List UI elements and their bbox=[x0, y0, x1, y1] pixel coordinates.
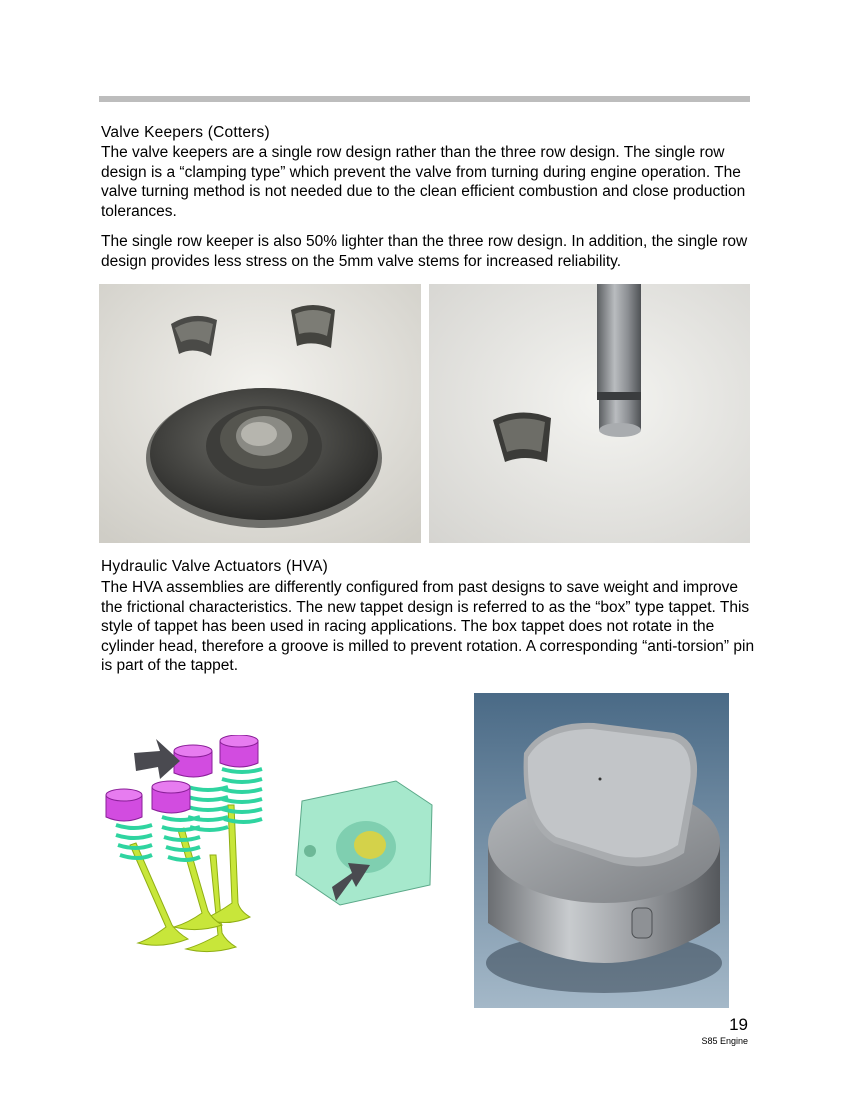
hva-paragraph: The HVA assemblies are differently configured from past designs to save weight and improve the frictional characteristics. The new tappet design is referred to as the “box” type tappet. This style of tappet has been used in racing applications. The box tappet does not rotate in the cylinder head, therefore a groove is milled to prevent rotation. A corresponding “anti-torsion” pin is part of the tappet. bbox=[101, 579, 755, 674]
header-rule bbox=[99, 96, 750, 102]
footer-label: S85 Engine bbox=[701, 1036, 748, 1046]
page-number: 19 bbox=[729, 1015, 748, 1034]
box-tappet-photo bbox=[474, 693, 729, 1008]
keepers-retainer-photo bbox=[99, 284, 421, 543]
hva-heading: Hydraulic Valve Actuators (HVA) bbox=[101, 558, 329, 575]
valve-stem-keeper-photo bbox=[429, 284, 750, 543]
hva-valve-assembly-illustration bbox=[100, 735, 440, 965]
valve-keepers-paragraph-2: The single row keeper is also 50% lighter than the three row design. In addition, the single row design provides less stress on the 5mm valve stems for increased reliability. bbox=[101, 233, 748, 270]
valve-keepers-paragraph-1: The valve keepers are a single row design rather than the three row design. The single row design is a “clamping type” which prevent the valve from turning during engine operation. The valve turning method is not needed due to the clean efficient combustion and close production tolerances. bbox=[101, 144, 746, 220]
valve-keepers-heading: Valve Keepers (Cotters) bbox=[101, 124, 270, 141]
